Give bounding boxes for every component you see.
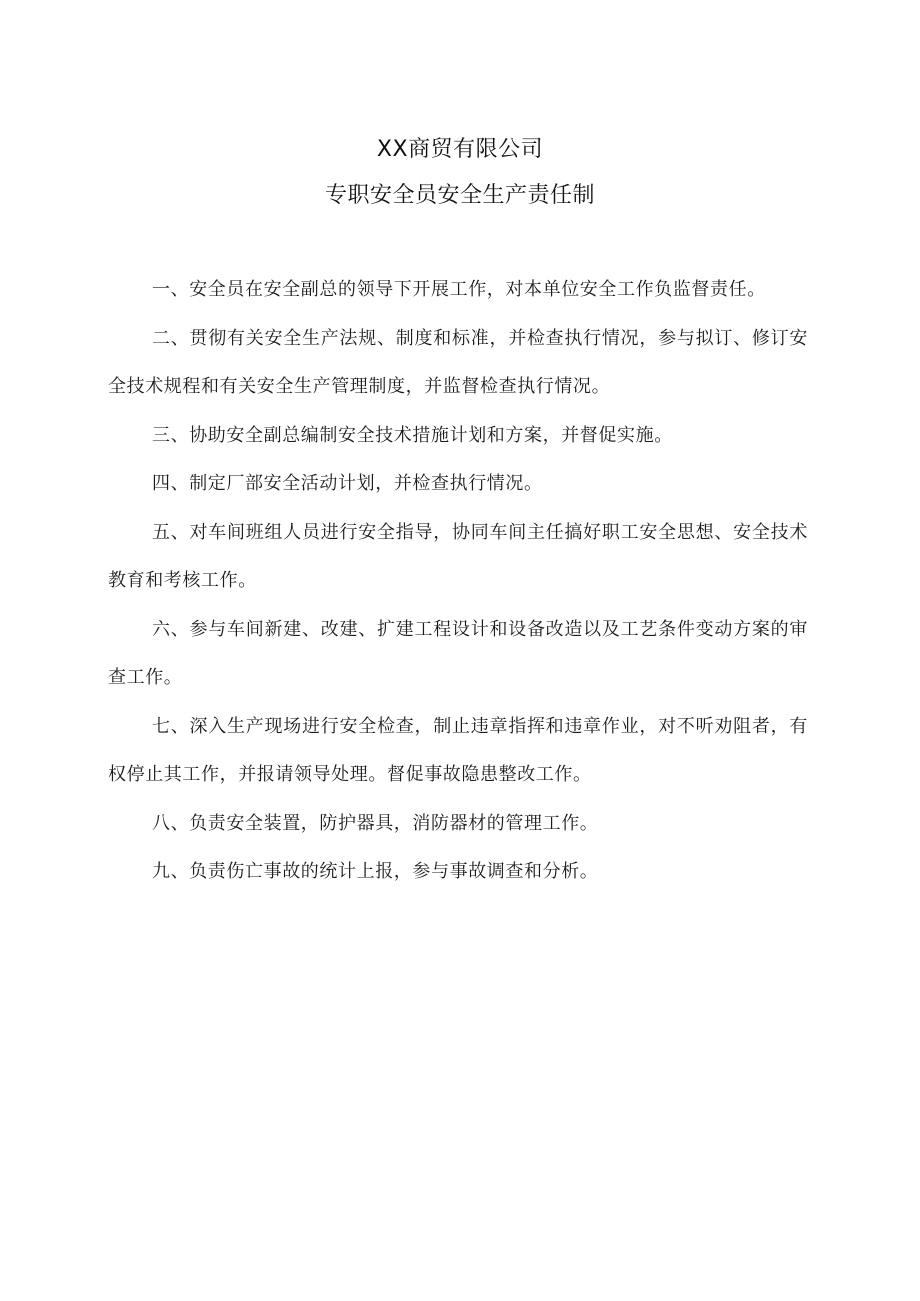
clause-8: 八、负责安全装置，防护器具，消防器材的管理工作。 [152,812,599,834]
document-body [108,266,808,897]
clause-4: 四、制定厂部安全活动计划，并检查执行情况。 [152,473,543,494]
clause-2: 二、贯彻有关安全生产法规、制度和标准，并检查执行情况，参与拟订、修订安全技术规程和有关安全生产管理制度，并监督检查执行情况。 [108,327,808,397]
clause-3: 三、协助安全副总编制安全技术措施计划和方案，并督促实施。 [152,424,673,446]
company-name: XX商贸有限公司 [376,137,544,162]
clause-9: 九、负责伤亡事故的统计上报，参与事故调查和分析。 [152,861,599,882]
clause-5: 五、对车间班组人员进行安全指导，协同车间主任搞好职工安全思想、安全技术教育和考核工作。 [108,521,808,591]
document-title: 专职安全员安全生产责任制 [324,183,595,208]
clause-6: 六、参与车间新建、改建、扩建工程设计和设备改造以及工艺条件变动方案的审查工作。 [108,618,808,688]
clause-1: 一、安全员在安全副总的领导下开展工作，对本单位安全工作负监督责任。 [152,279,766,300]
clause-7: 七、深入生产现场进行安全检查，制止违章指挥和违章作业，对不听劝阻者，有权停止其工作，并报请领导处理。督促事故隐患整改工作。 [108,715,808,785]
